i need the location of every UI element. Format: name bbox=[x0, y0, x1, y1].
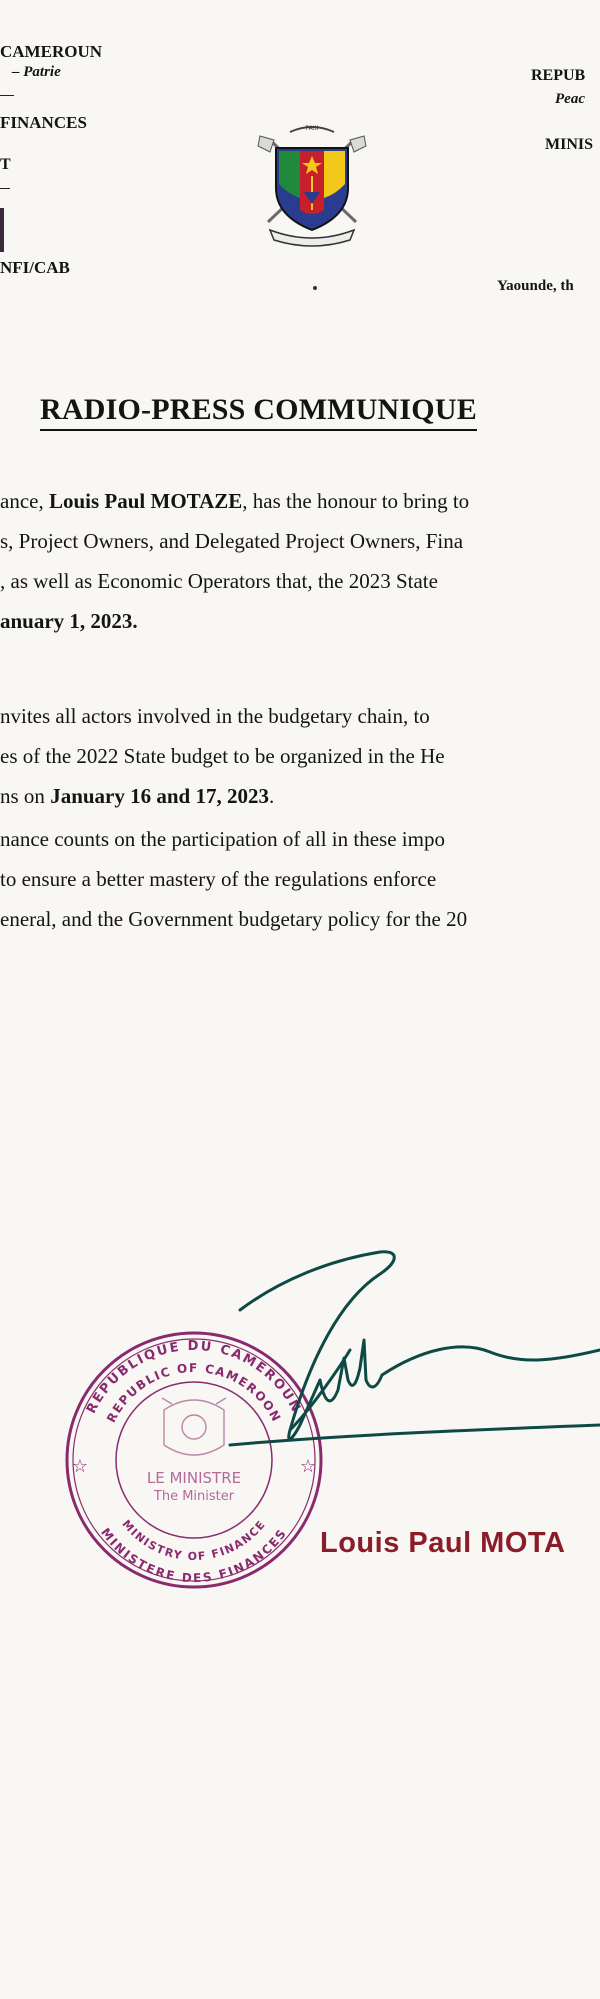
header-left-motto: – Patrie bbox=[12, 64, 61, 80]
header-right-country: REPUB bbox=[531, 67, 586, 84]
seal-center-en: The Minister bbox=[153, 1489, 235, 1504]
svg-text:☆: ☆ bbox=[299, 1456, 317, 1477]
paragraph-2-line-3: ns on January 16 and 17, 2023. bbox=[0, 784, 275, 808]
seal-outer-bottom: MINISTERE DES FINANCES bbox=[98, 1525, 290, 1586]
stray-mark bbox=[313, 286, 317, 290]
signature-icon bbox=[220, 1240, 600, 1470]
header-right-motto: Peac bbox=[555, 91, 585, 107]
seal-inner-bottom: MINISTRY OF FINANCE bbox=[119, 1517, 269, 1564]
signatory-name: Louis Paul MOTA bbox=[320, 1527, 566, 1559]
paragraph-2-line-1: nvites all actors involved in the budgetary chain, to bbox=[0, 704, 430, 728]
header-right-ministry: MINIS bbox=[545, 136, 594, 153]
paragraph-2 bbox=[0, 696, 445, 816]
header-left-rule-2 bbox=[0, 188, 10, 189]
header-left-rule-1 bbox=[0, 95, 14, 96]
paragraph-1 bbox=[0, 481, 469, 641]
minister-name: Louis Paul MOTAZE bbox=[48, 489, 243, 513]
paragraph-3 bbox=[0, 819, 467, 939]
paragraph-3-line-3: eneral, and the Government budgetary policy for the 20 bbox=[0, 907, 468, 931]
paragraph-1-line-2: s, Project Owners, and Delegated Project Owners, Fina bbox=[0, 529, 464, 553]
paragraph-1-line-3: , as well as Economic Operators that, the 2023 State bbox=[0, 569, 438, 593]
paragraph-2-line-2: es of the 2022 State budget to be organized in the He bbox=[0, 744, 445, 768]
communique-title: RADIO-PRESS COMMUNIQUE bbox=[40, 393, 477, 431]
coat-of-arms-icon bbox=[252, 118, 372, 250]
workshop-dates: January 16 and 17, 2023 bbox=[50, 784, 269, 808]
seal-center-fr: LE MINISTRE bbox=[146, 1469, 242, 1487]
header-left-mark bbox=[0, 208, 4, 252]
seal-outer-top: REPUBLIQUE DU CAMEROUN bbox=[84, 1338, 304, 1417]
svg-text:☆: ☆ bbox=[71, 1456, 89, 1477]
paragraph-3-line-2: to ensure a better mastery of the regulations enforce bbox=[0, 867, 437, 891]
reference-number: NFI/CAB bbox=[0, 258, 70, 277]
document-date: Yaounde, th bbox=[497, 278, 574, 294]
header-left-dept: T bbox=[0, 156, 11, 173]
paragraph-1-line-1: ance, Louis Paul MOTAZE, has the honour to bring to bbox=[0, 489, 470, 513]
header-left-ministry: FINANCES bbox=[0, 113, 87, 132]
header-left-country: CAMEROUN bbox=[0, 42, 102, 61]
svg-text:MINISTRY OF FINANCE bbox=[119, 1518, 268, 1564]
seal-inner-top: REPUBLIC OF CAMEROON bbox=[104, 1360, 284, 1425]
paragraph-3-line-1: nance counts on the participation of all in these impo bbox=[0, 827, 445, 851]
paragraph-1-line-4: anuary 1, 2023. bbox=[0, 609, 138, 633]
coa-banner-text: PAIX bbox=[305, 125, 319, 132]
